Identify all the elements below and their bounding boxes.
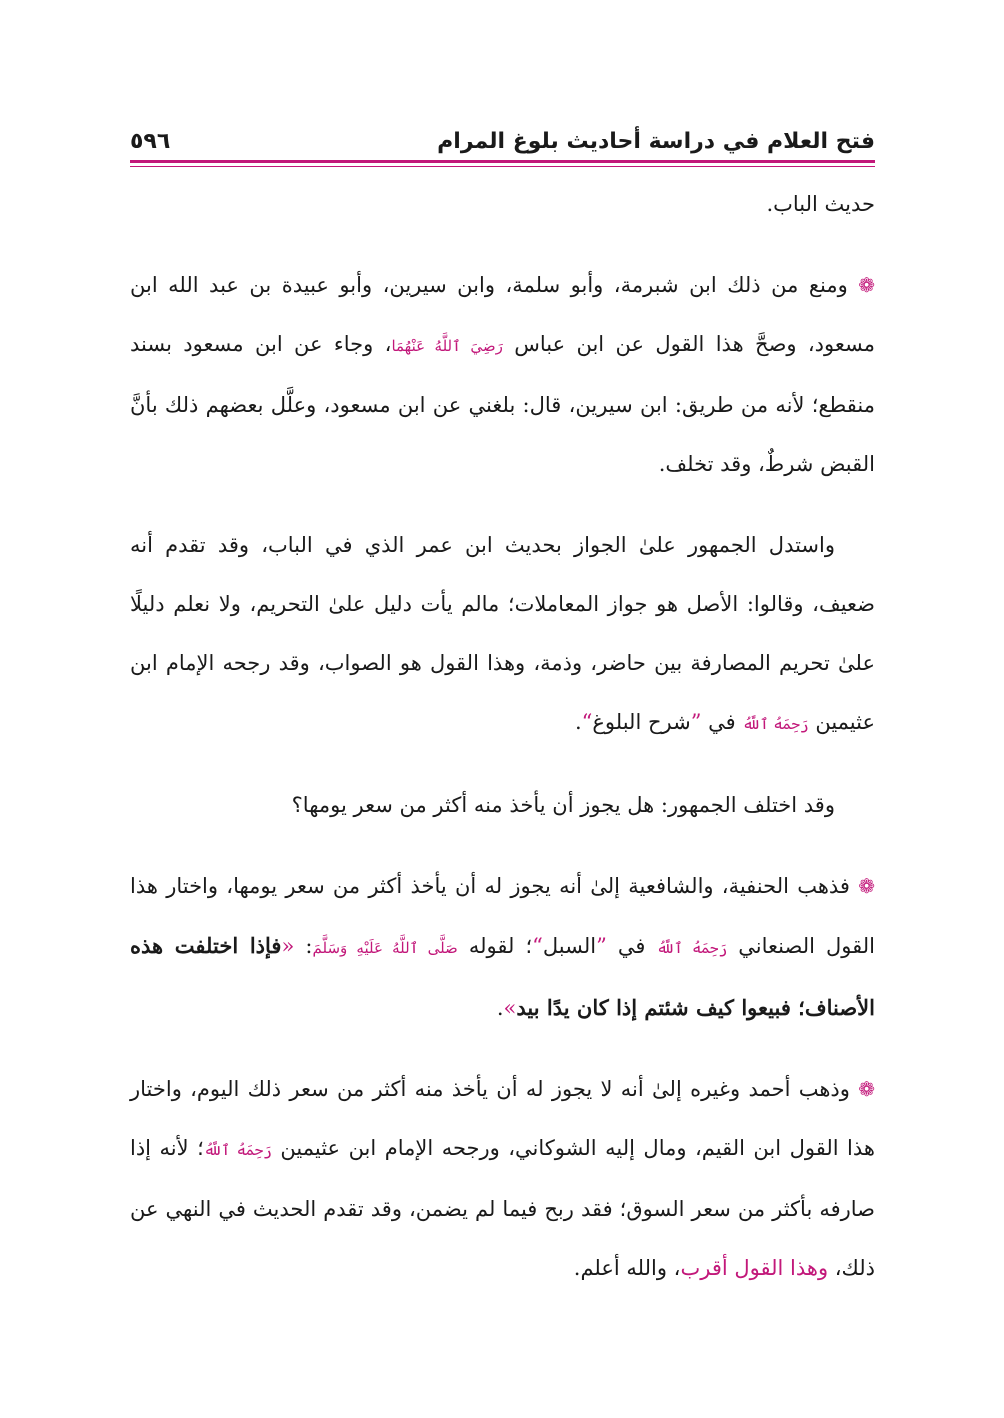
rahimahullah-honorific: رَحِمَهُ ٱللَّهُ (656, 939, 728, 957)
p6-text-b: ؛ لأنه إذا صارفه بأكثر من سعر السوق؛ فقد ربح فيما لم يضمن، وقد تقدم الحديث في النهي عن ذلك، (130, 1136, 875, 1280)
running-header (130, 110, 875, 154)
quote-close: “ (581, 710, 593, 734)
p5-text-e: . (496, 996, 504, 1020)
rahimahullah-honorific: رَحِمَهُ ٱللَّهُ (203, 1141, 272, 1159)
p3-text-b: في (701, 710, 743, 734)
p5-text-d: : (294, 934, 313, 958)
quote-open: ” (596, 934, 607, 958)
p4-text: وقد اختلف الجمهور: هل يجوز أن يأخذ منه أكثر من سعر يومها؟ (291, 793, 835, 817)
paragraph-4 (130, 776, 875, 835)
rahimahullah-honorific: رَحِمَهُ ٱللَّهُ (742, 715, 809, 733)
paragraph-2 (130, 256, 875, 494)
header-rule-thick (130, 160, 875, 163)
flower-icon: ❁ (858, 273, 875, 297)
body-text (130, 175, 875, 1298)
p6-text-c: ، والله أعلم. (573, 1256, 681, 1280)
guillemet-open: « (281, 934, 295, 958)
book-name-subul: السبل (542, 934, 597, 958)
p5-text-b: في (606, 934, 657, 958)
p5-text-c: ؛ لقوله (457, 934, 533, 958)
quote-open: ” (690, 710, 702, 734)
radiyallahu-honorific: رَضِيَ ٱللَّهُ عَنْهُمَا (391, 337, 503, 355)
flower-icon: ❁ (858, 1077, 875, 1101)
p2-text-b: ، وجاء عن ابن مسعود بسند منقطع؛ لأنه من طريق: ابن سيرين، قال: بلغني عن ابن مسعود، وعلَّل بعضهم ذلك بأنَّ القبض شرطٌ، وقد تخلف. (130, 332, 875, 476)
p6-text-a: وذهب أحمد وغيره إلىٰ أنه لا يجوز له أن يأخذ منه أكثر من سعر ذلك اليوم، واختار هذا القول ابن القيم، ومال إليه الشوكاني، ورجحه الإمام ابن عثيمين (130, 1077, 875, 1160)
header-rule-thin (130, 166, 875, 167)
book-title: فتح العلام في دراسة أحاديث بلوغ المرام (437, 129, 875, 154)
quote-close: “ (532, 934, 543, 958)
p3-text-a: واستدل الجمهور علىٰ الجواز بحديث ابن عمر الذي في الباب، وقد تقدم أنه ضعيف، وقالوا: الأصل هو جواز المعاملات؛ مالم يأت دليل علىٰ التحريم، ولا نعلم دليلًا علىٰ تحريم المصارفة بين حاضر، وذمة، وهذا القول هو الصواب، وقد رجحه الإمام ابن عثيمين (130, 533, 875, 734)
book-name-sharh: شرح البلوغ (592, 710, 691, 734)
salla-allah-honorific: صَلَّى ٱللَّهُ عَلَيْهِ وَسَلَّمَ (312, 939, 458, 957)
p3-text-c: . (574, 710, 582, 734)
p5-text-a: فذهب الحنفية، والشافعية إلىٰ أنه يجوز له أن يأخذ أكثر من سعر يومها، واختار هذا القول الصنعاني (130, 874, 875, 958)
highlighted-conclusion: وهذا القول أقرب (680, 1256, 829, 1280)
paragraph-6 (130, 1060, 875, 1298)
page (130, 110, 875, 1320)
paragraph-5 (130, 857, 875, 1038)
guillemet-close: » (503, 996, 517, 1020)
p1-text: حديث الباب. (766, 192, 875, 216)
paragraph-3 (130, 516, 875, 754)
p2-text-a: ومنع من ذلك ابن شبرمة، وأبو سلمة، وابن سيرين، وأبو عبيدة بن عبد الله ابن مسعود، وصحَّ هذا القول عن ابن عباس (130, 273, 875, 356)
hadith-text: فإذا اختلفت هذه الأصناف؛ فبيعوا كيف شئتم إذا كان يدًا بيد (130, 933, 875, 1020)
paragraph-1 (130, 175, 875, 234)
flower-icon: ❁ (858, 874, 875, 898)
page-number: ٥٩٦ (130, 129, 171, 154)
